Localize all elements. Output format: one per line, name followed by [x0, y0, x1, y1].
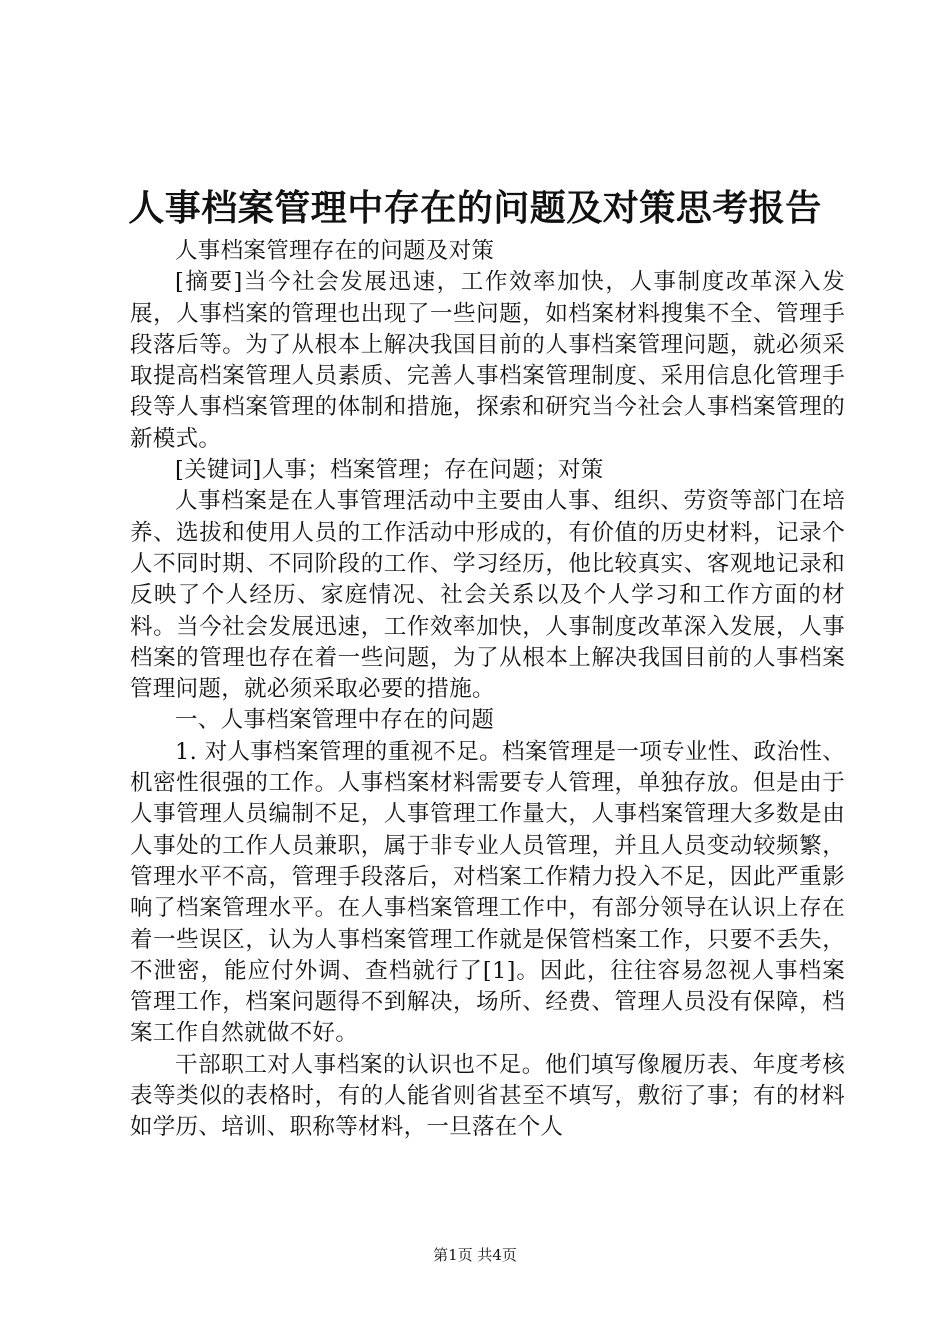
body-paragraph: 1. 对人事档案管理的重视不足。档案管理是一项专业性、政治性、机密性很强的工作。人事档案材料需要专人管理，单独存放。但是由于人事管理人员编制不足，人事管理工作量大，人事档案管理大多数是由人事处的工作人员兼职，属于非专业人员管理，并且人员变动较频繁，管理水平不高，管理手段落后，对档案工作精力投入不足，因此严重影响了档案管理水平。在人事档案管理工作中，有部分领导在认识上存在着一些误区，认为人事档案管理工作就是保管档案工作，只要不丢失，不泄密，能应付外调、查档就行了[1]。因此，往往容易忽视人事档案管理工作，档案问题得不到解决，场所、经费、管理人员没有保障，档案工作自然就做不好。 [130, 738, 845, 1047]
body-paragraph: 干部职工对人事档案的认识也不足。他们填写像履历表、年度考核表等类似的表格时，有的人能省则省甚至不填写，敷衍了事；有的材料如学历、培训、职称等材料，一旦落在个人 [130, 1051, 845, 1141]
document-body [130, 236, 845, 1144]
keywords-paragraph: [关键词]人事；档案管理；存在问题；对策 [175, 457, 604, 484]
page-number-footer: 第1页 共4页 [433, 1246, 517, 1264]
intro-paragraph: 人事档案是在人事管理活动中主要由人事、组织、劳资等部门在培养、选拔和使用人员的工作活动中形成的，有价值的历史材料，记录个人不同时期、不同阶段的工作、学习经历，他比较真实、客观地记录和反映了个人经历、家庭情况、社会关系以及个人学习和工作方面的材料。当今社会发展迅速，工作效率加快，人事制度改革深入发展，人事档案的管理也存在着一些问题，为了从根本上解决我国目前的人事档案管理问题，就必须采取必要的措施。 [130, 488, 845, 703]
abstract-paragraph: [摘要]当今社会发展迅速，工作效率加快，人事制度改革深入发展，人事档案的管理也出现了一些问题，如档案材料搜集不全、管理手段落后等。为了从根本上解决我国目前的人事档案管理问题，就必须采取提高档案管理人员素质、完善人事档案管理制度、采用信息化管理手段等人事档案管理的体制和措施，探索和研究当今社会人事档案管理的新模式。 [130, 269, 845, 452]
section-heading: 一、人事档案管理中存在的问题 [175, 707, 495, 734]
document-title: 人事档案管理中存在的问题及对策思考报告 [128, 187, 822, 229]
subtitle-paragraph: 人事档案管理存在的问题及对策 [175, 238, 495, 264]
